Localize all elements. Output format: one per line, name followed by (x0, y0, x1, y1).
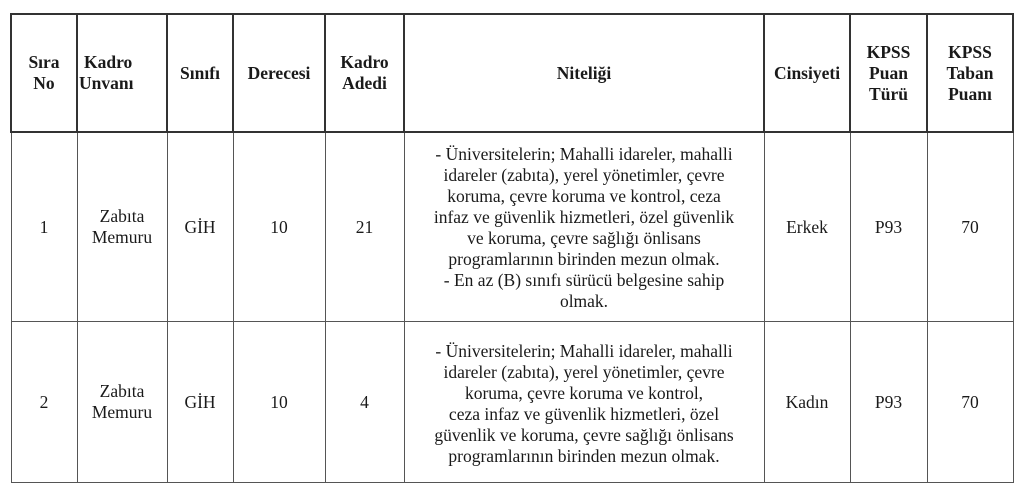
cell-niteligi (404, 322, 764, 483)
header-line: Derecesi (247, 62, 311, 83)
cell-line: Memuru (91, 402, 153, 422)
cell-sira-no: 2 (11, 322, 77, 483)
header-line: KPSS (948, 41, 992, 62)
nitelik-line: koruma, çevre koruma ve kontrol, (464, 383, 704, 403)
header-sira-no (11, 14, 77, 132)
table-row (11, 132, 1013, 322)
cell-kadro-adedi: 21 (325, 132, 404, 322)
header-derecesi (233, 14, 325, 132)
header-kpss-puan-turu (850, 14, 927, 132)
nitelik-line: güvenlik ve koruma, çevre sağlığı önlisans (434, 425, 734, 445)
cell-derecesi: 10 (233, 322, 325, 483)
header-line: Türü (869, 83, 908, 104)
cell-sira-no: 1 (11, 132, 77, 322)
cell-line: Memuru (91, 227, 153, 247)
header-line: Unvanı (79, 73, 134, 93)
nitelik-line: olmak. (559, 291, 609, 311)
nitelik-line: infaz ve güvenlik hizmetleri, özel güvenlik (433, 207, 735, 227)
cell-sinifi: GİH (167, 322, 233, 483)
header-line: Sıra (28, 52, 60, 72)
nitelik-line: ceza infaz ve güvenlik hizmetleri, özel (448, 404, 720, 424)
header-line: Puan (869, 62, 908, 83)
cell-cinsiyeti: Erkek (764, 132, 850, 322)
nitelik-line: - En az (B) sınıfı sürücü belgesine sahip (443, 270, 725, 290)
header-kadro-unvani (77, 14, 167, 132)
nitelik-line: - Üniversitelerin; Mahalli idareler, mahalli (435, 341, 733, 361)
cell-kadro-unvani (77, 322, 167, 483)
cell-line: Zabıta (99, 381, 145, 401)
cell-kpss-puan-turu: P93 (850, 132, 927, 322)
nitelik-line: ve koruma, çevre sağlığı önlisans (467, 228, 701, 248)
nitelik-line: programlarının birinden mezun olmak. (448, 446, 720, 466)
header-line: Taban (946, 62, 994, 83)
cell-kadro-adedi: 4 (325, 322, 404, 483)
header-sinifi (167, 14, 233, 132)
header-niteligi (404, 14, 764, 132)
header-line: Puanı (948, 83, 992, 104)
cell-sinifi: GİH (167, 132, 233, 322)
header-line: Sınıfı (180, 62, 220, 83)
nitelik-line: programlarının birinden mezun olmak. (448, 249, 720, 269)
cell-kpss-taban-puani: 70 (927, 132, 1013, 322)
header-cinsiyeti (764, 14, 850, 132)
cell-cinsiyeti: Kadın (764, 322, 850, 483)
header-line: No (33, 73, 55, 93)
cell-kpss-taban-puani: 70 (927, 322, 1013, 483)
cell-niteligi (404, 132, 764, 322)
kadro-table (10, 13, 1014, 483)
nitelik-line: idareler (zabıta), yerel yönetimler, çevre (443, 165, 725, 185)
cell-kpss-puan-turu: P93 (850, 322, 927, 483)
header-line: Cinsiyeti (773, 62, 841, 83)
header-kpss-taban-puani (927, 14, 1013, 132)
cell-line: Zabıta (99, 206, 145, 226)
nitelik-line: koruma, çevre koruma ve kontrol, ceza (447, 186, 721, 206)
header-line: Kadro (84, 52, 133, 72)
cell-kadro-unvani (77, 132, 167, 322)
table-row (11, 322, 1013, 483)
header-line: Kadro (340, 52, 389, 72)
nitelik-line: idareler (zabıta), yerel yönetimler, çevre (443, 362, 725, 382)
header-kadro-adedi (325, 14, 404, 132)
header-row (11, 14, 1013, 132)
cell-derecesi: 10 (233, 132, 325, 322)
header-line: Niteliği (556, 62, 612, 83)
header-line: Adedi (342, 73, 387, 93)
header-line: KPSS (866, 41, 911, 62)
nitelik-line: - Üniversitelerin; Mahalli idareler, mahalli (435, 144, 733, 164)
